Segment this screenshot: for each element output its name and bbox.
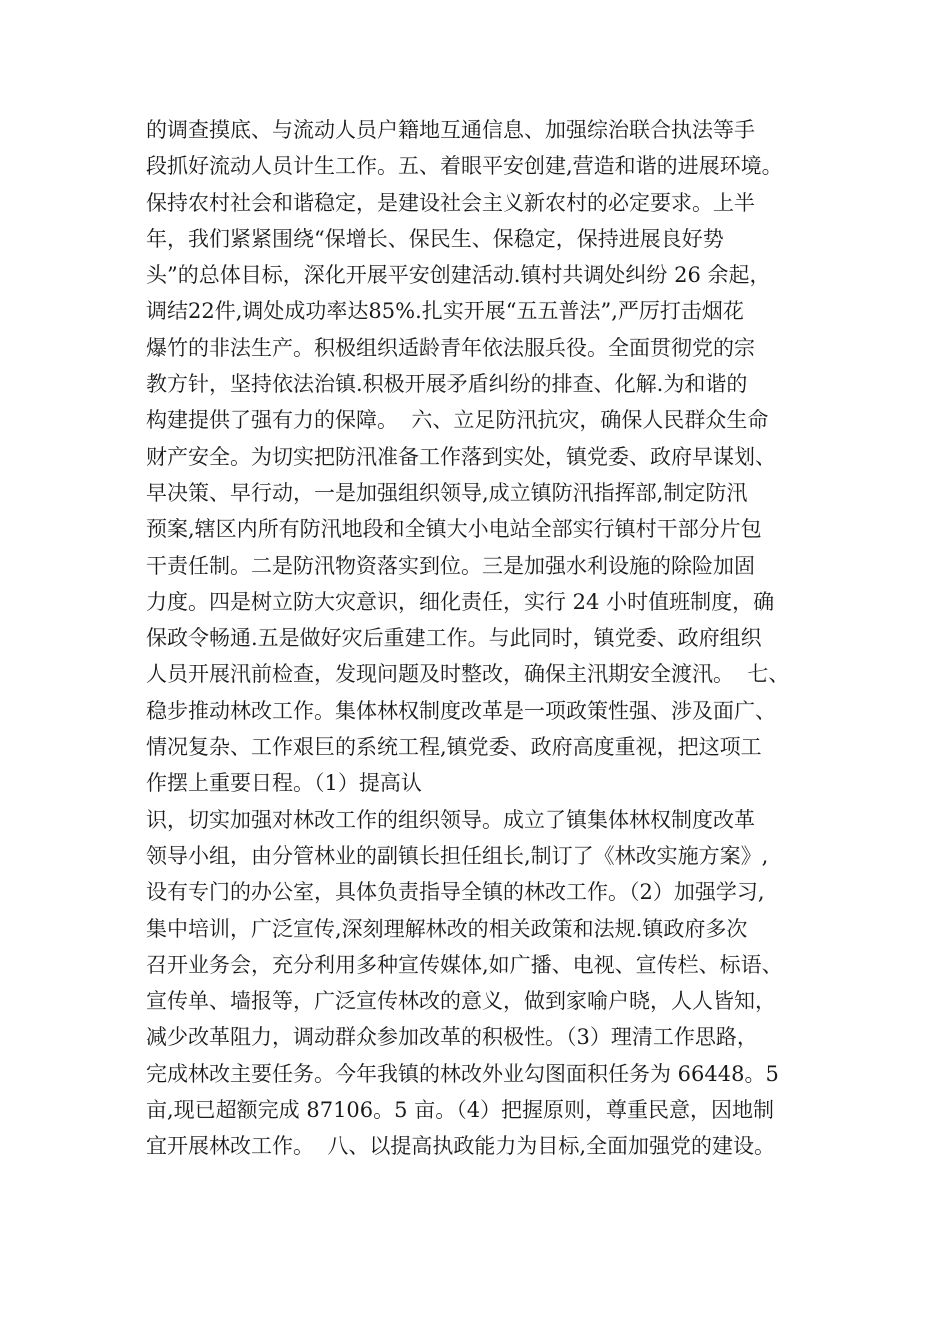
text-line: 宣传单、墙报等，广泛宣传林改的意义，做到家喻户晓，人人皆知， bbox=[146, 989, 776, 1014]
text-line: 设有专门的办公室，具体负责指导全镇的林改工作。（2）加强学习, bbox=[146, 880, 765, 905]
text-line: 稳步推动林改工作。集体林权制度改革是一项政策性强、涉及面广、 bbox=[146, 698, 776, 723]
text-line: 集中培训，广泛宣传,深刻理解林改的相关政策和法规.镇政府多次 bbox=[146, 916, 748, 941]
text-line: 人员开展汛前检查，发现问题及时整改，确保主汛期安全渡汛。 七、 bbox=[146, 662, 790, 687]
text-line: 作摆上重要日程。（1）提高认 bbox=[146, 771, 422, 796]
text-line: 爆竹的非法生产。积极组织适龄青年依法服兵役。全面贯彻党的宗 bbox=[146, 335, 755, 360]
text-line: 预案,辖区内所有防汛地段和全镇大小电站全部实行镇村干部分片包 bbox=[146, 517, 762, 542]
text-line: 亩,现已超额完成 87106。5 亩。（4）把握原则，尊重民意，因地制 bbox=[146, 1098, 775, 1123]
text-line: 领导小组，由分管林业的副镇长担任组长,制订了《林改实施方案》, bbox=[146, 843, 769, 868]
text-line: 构建提供了强有力的保障。 六、立足防汛抗灾，确保人民群众生命 bbox=[146, 408, 769, 433]
text-line: 早决策、早行动，一是加强组织领导,成立镇防汛指挥部,制定防汛 bbox=[146, 480, 748, 505]
text-line: 财产安全。为切实把防汛准备工作落到实处，镇党委、政府早谋划、 bbox=[146, 444, 776, 469]
text-line: 保政令畅通.五是做好灾后重建工作。与此同时，镇党委、政府组织 bbox=[146, 626, 762, 651]
text-line: 召开业务会，充分利用多种宣传媒体,如广播、电视、宣传栏、标语、 bbox=[146, 952, 783, 977]
text-line: 保持农村社会和谐稳定，是建设社会主义新农村的必定要求。上半 bbox=[146, 190, 755, 215]
text-line: 调结22件,调处成功率达85%.扎实开展“五五普法”,严厉打击烟花 bbox=[146, 299, 744, 324]
text-line: 的调查摸底、与流动人员户籍地互通信息、加强综治联合执法等手 bbox=[146, 118, 755, 142]
text-line: 力度。四是树立防大灾意识，细化责任，实行 24 小时值班制度，确 bbox=[146, 589, 775, 614]
text-line: 识，切实加强对林改工作的组织领导。成立了镇集体林权制度改革 bbox=[146, 807, 755, 832]
text-line: 头”的总体目标，深化开展平安创建活动.镇村共调处纠纷 26 余起， bbox=[146, 263, 771, 288]
text-line: 段抓好流动人员计生工作。五、着眼平安创建,营造和谐的进展环境。 bbox=[146, 154, 783, 179]
text-line: 干责任制。二是防汛物资落实到位。三是加强水利设施的除险加固 bbox=[146, 553, 755, 578]
text-line: 宜开展林改工作。 八、以提高执政能力为目标,全面加强党的建设。 bbox=[146, 1134, 776, 1159]
document-body bbox=[146, 112, 836, 1165]
text-line: 年，我们紧紧围绕“保增长、保民生、保稳定，保持进展良好势 bbox=[146, 226, 724, 251]
text-line: 完成林改主要任务。今年我镇的林改外业勾图面积任务为 66448。5 bbox=[146, 1061, 779, 1086]
text-line: 减少改革阻力，调动群众参加改革的积极性。（3）理清工作思路， bbox=[146, 1025, 758, 1050]
text-line: 情况复杂、工作艰巨的系统工程,镇党委、政府高度重视，把这项工 bbox=[146, 735, 762, 760]
text-line: 教方针，坚持依法治镇.积极开展矛盾纠纷的排查、化解.为和谐的 bbox=[146, 372, 748, 397]
